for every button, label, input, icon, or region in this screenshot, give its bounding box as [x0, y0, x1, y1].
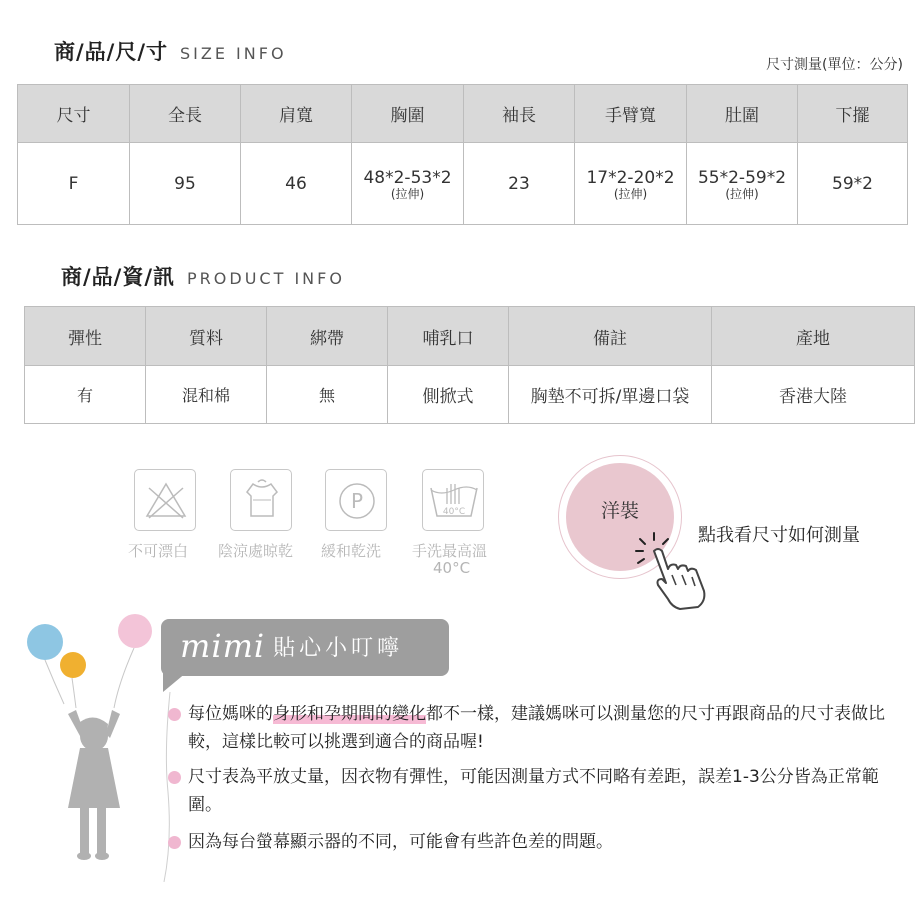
size-cell-value: 59*2 [832, 173, 873, 194]
blue-balloon [27, 624, 63, 660]
tip-item-1 [188, 700, 903, 756]
size-header-cell: 肚圍 [687, 85, 798, 143]
size-cell-value: 23 [508, 173, 530, 194]
tip-item-3: 因為每台螢幕顯示器的不同，可能會有些許色差的問題。 [188, 832, 613, 852]
size-cell [798, 143, 908, 225]
kid-balloons-illustration [24, 612, 154, 882]
care-label: 手洗最高溫 [412, 542, 488, 560]
yellow-balloon [60, 652, 86, 678]
product-cell: 胸墊不可拆/單邊口袋 [509, 366, 712, 424]
size-cell [130, 143, 241, 225]
size-table-header [18, 85, 908, 143]
size-cell-note: (拉伸) [613, 186, 648, 201]
size-cell [575, 143, 687, 225]
no-bleach-icon [134, 469, 196, 531]
measure-guide-link[interactable]: 點我看尺寸如何測量 [698, 525, 860, 546]
care-label: 緩和乾洗 [321, 542, 382, 560]
size-header-cell: 肩寬 [241, 85, 352, 143]
product-info-title-zh: 商/品/資/訊 [61, 265, 176, 289]
size-table-row [18, 143, 908, 225]
dress-badge-label: 洋裝 [600, 499, 639, 522]
size-cell [352, 143, 464, 225]
hand-wash-icon [422, 469, 484, 531]
size-cell-value: F [68, 173, 79, 194]
size-cell [241, 143, 352, 225]
product-header-cell: 產地 [712, 307, 915, 366]
product-cell: 無 [267, 366, 388, 424]
size-cell-value: 95 [174, 173, 196, 194]
size-info-title-zh: 商/品/尺/寸 [54, 40, 169, 64]
product-info-title-en: PRODUCT INFO [187, 269, 345, 288]
product-info-title [61, 261, 345, 291]
size-cell-value: 55*2-59*2 [697, 167, 787, 188]
product-header-cell: 質料 [146, 307, 267, 366]
bullet-dot [168, 771, 181, 784]
tips-title [180, 627, 403, 665]
size-cell [464, 143, 575, 225]
size-header-cell: 下擺 [798, 85, 908, 143]
size-cell [687, 143, 798, 225]
product-table-header [25, 307, 915, 366]
unit-note: 尺寸測量(單位：公分) [766, 57, 903, 73]
product-table-row [25, 366, 915, 424]
tips-title-mimi: mimi [180, 627, 266, 665]
product-header-cell: 綁帶 [267, 307, 388, 366]
bullet-dot [168, 708, 181, 721]
wash-temp-label: 40°C [442, 507, 466, 517]
care-label-temp: 40°C [433, 559, 471, 577]
product-header-cell: 備註 [509, 307, 712, 366]
product-table [24, 306, 915, 424]
product-header-cell: 彈性 [25, 307, 146, 366]
size-cell [18, 143, 130, 225]
size-cell-value: 48*2-53*2 [363, 167, 452, 188]
size-header-cell: 手臂寬 [575, 85, 687, 143]
tip-text: 都不一樣，建議媽咪可以測量您的尺寸再跟商品的尺寸表做比較，這樣比較可以挑選到適合的商品喔! [188, 704, 885, 752]
size-table [17, 84, 908, 225]
care-label: 不可漂白 [128, 542, 189, 560]
product-cell: 混和棉 [146, 366, 267, 424]
size-cell-value: 46 [285, 173, 307, 194]
gentle-dryclean-icon [325, 469, 387, 531]
shade-dry-icon [230, 469, 292, 531]
product-header-cell: 哺乳口 [388, 307, 509, 366]
size-cell-value: 17*2-20*2 [586, 167, 675, 188]
size-cell-note: (拉伸) [390, 186, 425, 201]
tip-text: 每位媽咪的 [188, 704, 273, 724]
bullet-dot [168, 836, 181, 849]
tip-item-2: 尺寸表為平放丈量，因衣物有彈性，可能因測量方式不同略有差距，誤差1-3公分皆為正常範圍。 [188, 767, 879, 815]
tip-highlight: 身形和孕期間的變化 [273, 704, 426, 724]
product-cell: 香港大陸 [712, 366, 915, 424]
size-cell-note: (拉伸) [725, 186, 759, 201]
size-header-cell: 胸圍 [352, 85, 464, 143]
size-header-cell: 袖長 [464, 85, 575, 143]
pink-balloon [118, 614, 152, 648]
tips-bubble-tail [161, 672, 191, 694]
care-label: 陰涼處晾乾 [218, 542, 294, 560]
size-header-cell: 全長 [130, 85, 241, 143]
product-cell: 側掀式 [388, 366, 509, 424]
tips-title-text: 貼心小叮嚀 [273, 635, 404, 661]
size-info-title-en: SIZE INFO [180, 44, 287, 63]
svg-text:P: P [350, 489, 364, 513]
size-info-title [54, 36, 287, 66]
size-header-cell: 尺寸 [18, 85, 130, 143]
product-cell: 有 [25, 366, 146, 424]
